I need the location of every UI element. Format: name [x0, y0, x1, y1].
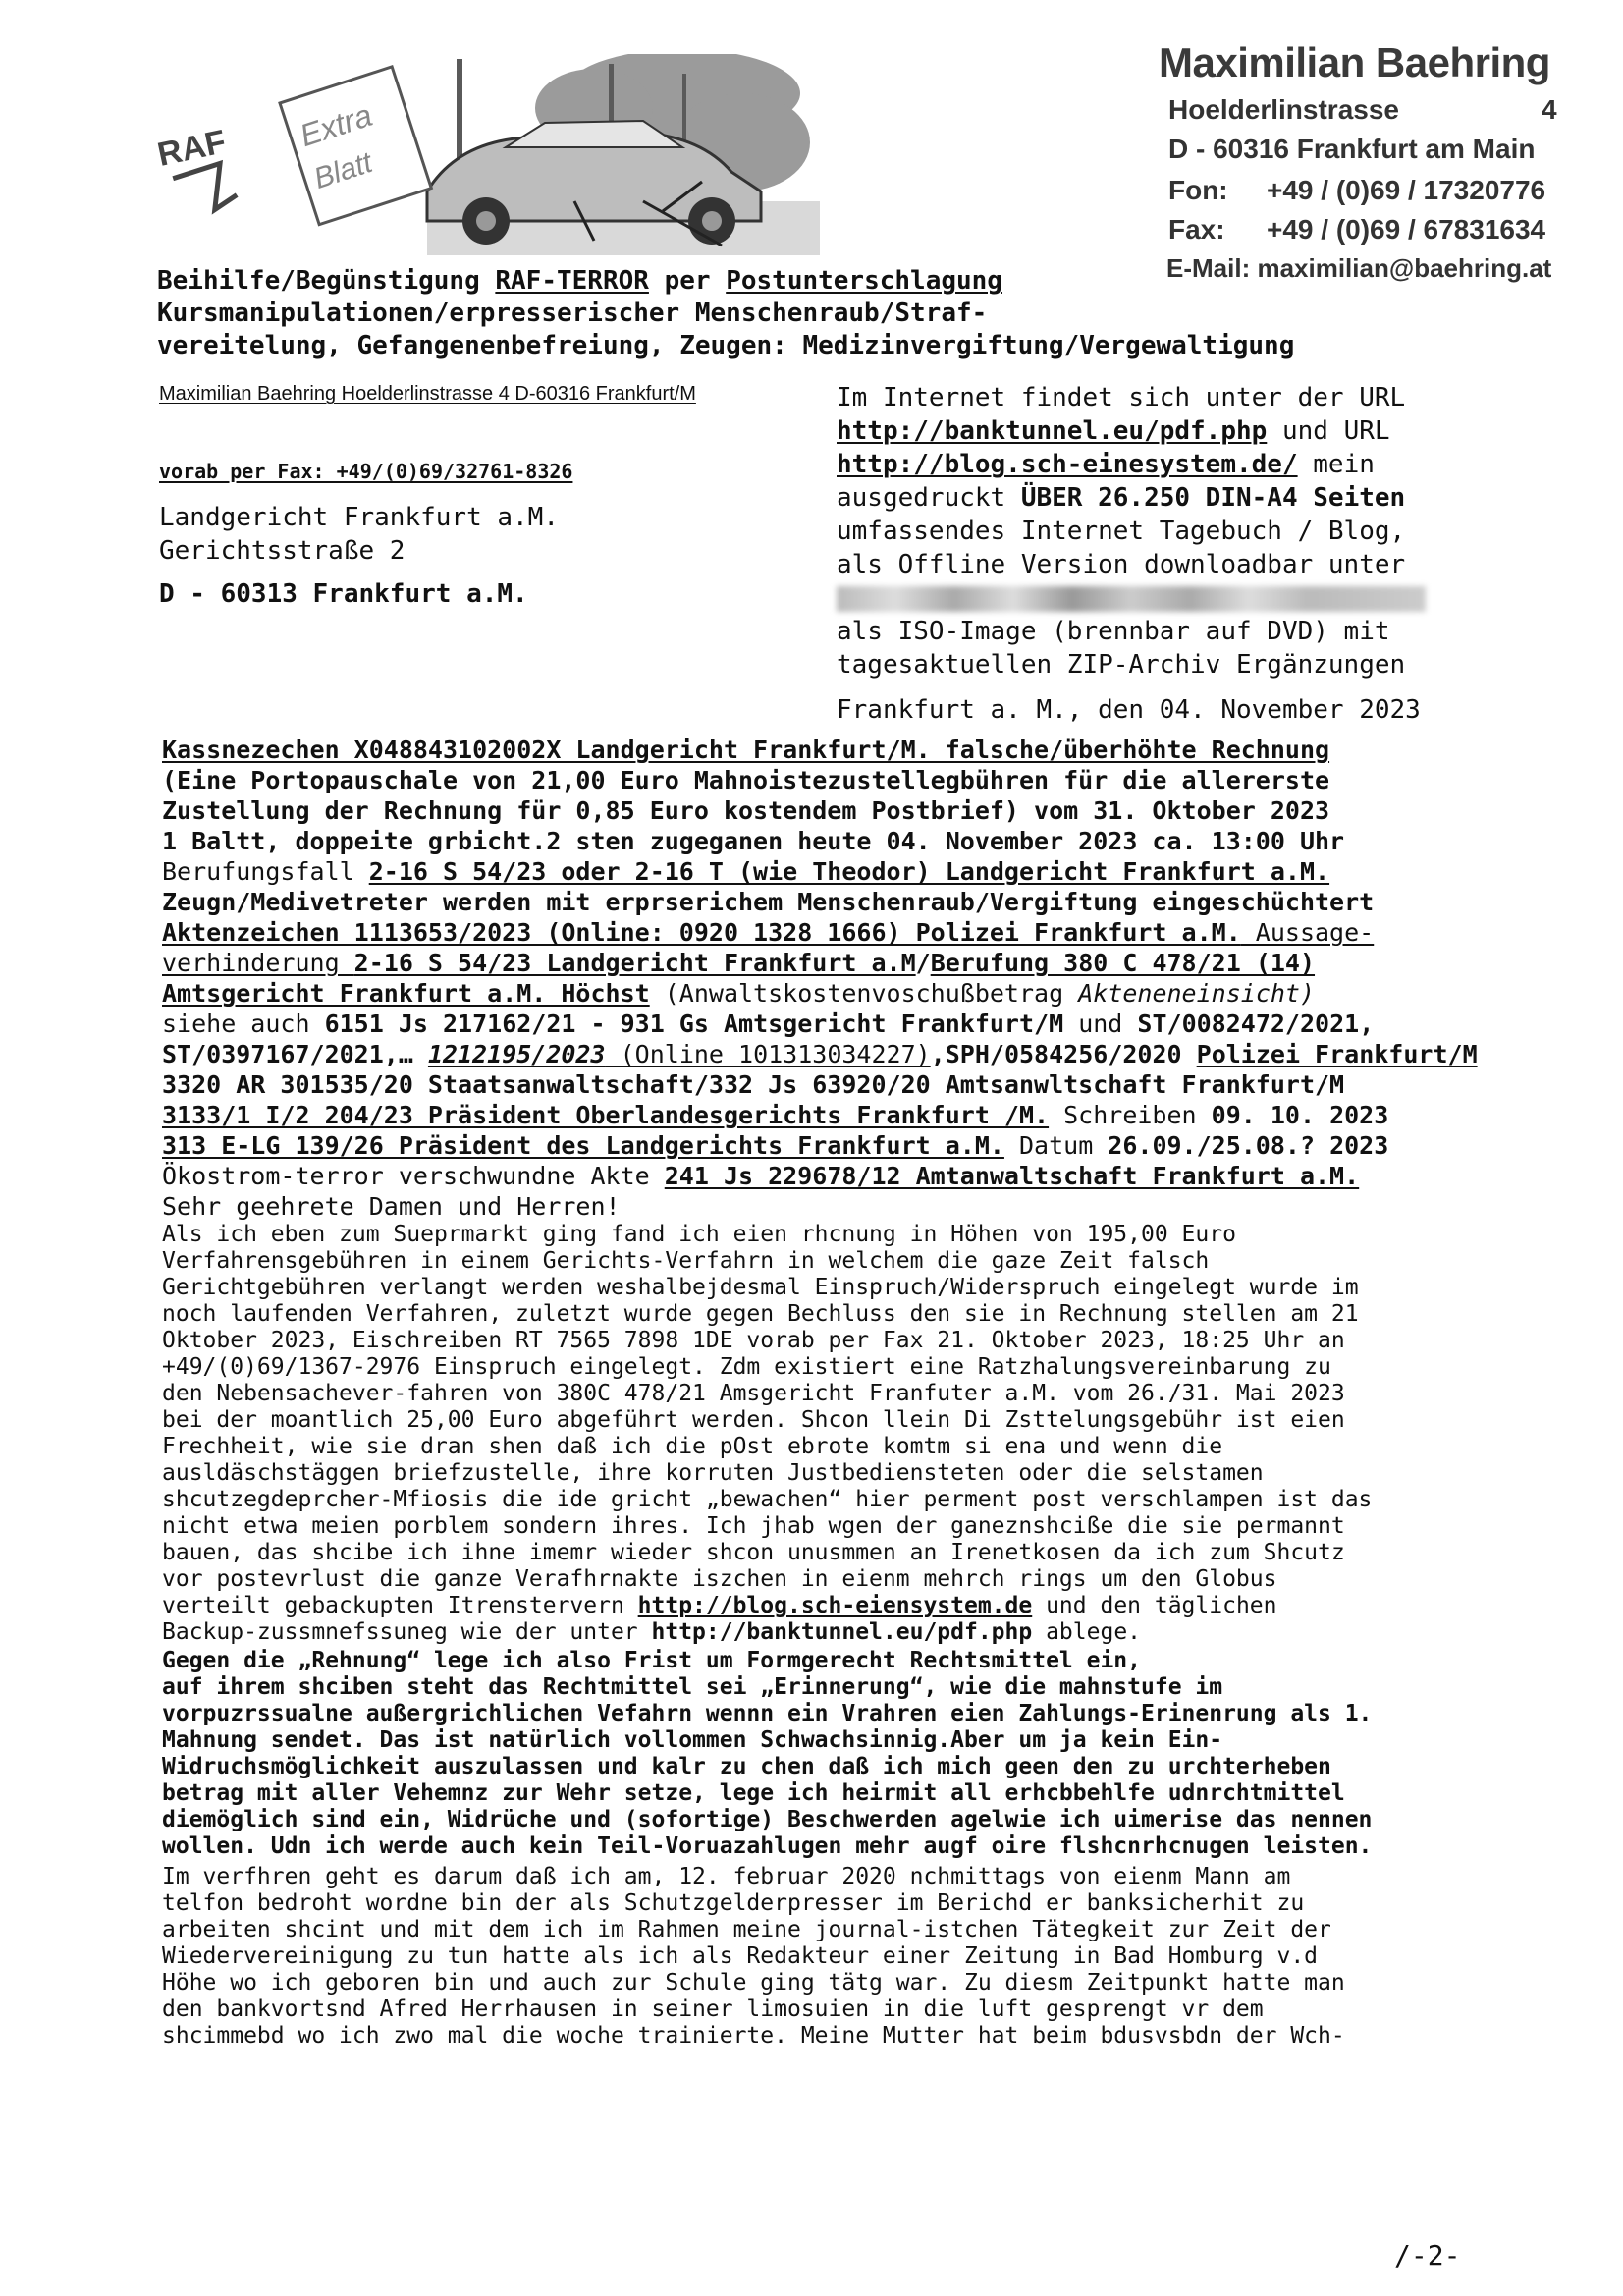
text-line: bauen, das shcibe ich ihne imemr wieder shcon unusmmen an Irenetkosen da ich zum Shcutz — [162, 1540, 1345, 1565]
sender-name: Maximilian Baehring — [1159, 39, 1550, 85]
case-ref: 2-16 S 54/23 oder 2-16 T (wie Theodor) Landgericht Frankfurt a.M. — [368, 857, 1330, 886]
text-line: verteilt gebackupten Itrenstervern http://blog.sch-eiensystem.de und den täglichen — [162, 1593, 1277, 1618]
sender-city: D - 60316 Frankfurt am Main — [1168, 134, 1536, 164]
text-line: nicht etwa meien porblem sondern ihres. Ich jhab wgen der ganeznshciße die sie permannt — [162, 1513, 1345, 1539]
text-line: ausldäschstäggen briefzustelle, ihre korruten Justbediensteten oder die selstamen — [162, 1460, 1264, 1486]
fon-number: +49 / (0)69 / 17320776 — [1267, 175, 1546, 205]
page-count: ÜBER 26.250 DIN-A4 Seiten — [1020, 483, 1406, 513]
text-line: Widruchsmöglichkeit auszulassen und kalr zu chen daß ich mich geen den zu urchterheben — [162, 1754, 1331, 1779]
title-part: per — [648, 266, 727, 296]
url-banktunnel-link[interactable]: http://banktunnel.eu/pdf.php — [651, 1619, 1033, 1645]
stamp-text-extra: Extra — [295, 96, 377, 154]
text-line: den bankvortsnd Afred Herrhausen in seiner limosuien in die luft gesprengt vr dem — [162, 1996, 1264, 2022]
svg-text:RAF: RAF — [154, 123, 230, 174]
url-blog-link[interactable]: http://blog.sch-eiensystem.de — [637, 1593, 1033, 1618]
text-line: telfon bedroht wordne bin der als Schutzgelderpresser im Berichd er banksicherhit zu — [162, 1890, 1305, 1916]
fax-label: Fax: — [1168, 214, 1225, 245]
case-ref: 2-16 S 54/23 Landgericht Frankfurt a.M — [353, 949, 916, 977]
case-ref: 3133/1 I/2 204/23 Präsident Oberlandesgerichts Frankfurt /M. — [162, 1101, 1050, 1129]
case-ref: 6151 Js 217162/21 - 931 Gs Amtsgericht Frankfurt/M — [324, 1010, 1064, 1038]
case-ref: Polizei Frankfurt/M — [1196, 1040, 1478, 1068]
sender-house-number: 4 — [1542, 94, 1557, 125]
subject-line: Kassnezechen X048843102002X Landgericht Frankfurt/M. falsche/überhöhte Rechnung — [162, 736, 1330, 764]
subject-line: Zustellung der Rechnung für 0,85 Euro kostendem Postbrief) vom 31. Oktober 2023 — [162, 796, 1330, 825]
return-address-line: Maximilian Baehring Hoelderlinstrasse 4 D-60316 Frankfurt/M — [159, 383, 696, 405]
paragraph-3 — [162, 1864, 1497, 2050]
title-part: Beihilfe/Begünstigung — [157, 266, 496, 296]
subject-line: 1 Baltt, doppeite grbicht.2 sten zugeganen heute 04. November 2023 ca. 13:00 Uhr — [162, 827, 1345, 855]
case-ref: Berufung 380 C 478/21 (14) — [930, 949, 1316, 977]
fax-number: +49 / (0)69 / 67831634 — [1267, 214, 1546, 245]
case-ref: Amtsgericht Frankfurt a.M. Höchst — [162, 979, 650, 1008]
text-line: wollen. Udn ich werde auch kein Teil-Voruazahlugen mehr augf oire flshcnrhcnugen leisten. — [162, 1833, 1373, 1859]
text-line: shcutzegdeprcher-Mfiosis die ide gricht „bewachen“ hier perment post verschlampen ist das — [162, 1487, 1373, 1512]
internet-notice: Im Internet findet sich unter der URL http://banktunnel.eu/pdf.php und URL http://blog.sch-einesystem.de/ mein ausgedruckt ÜBER 26.250 DIN-A4 Seiten umfassendes Internet Tagebuch / Blog, als Offline Version downloadbar unter als ISO-Image (brennbar auf DVD) mit tagesaktuellen ZIP-Archiv Ergänzungen — [837, 381, 1504, 682]
title-raf: RAF-TERROR — [495, 266, 649, 296]
stamp-text-blatt: Blatt — [309, 145, 377, 195]
text-line: bei der moantlich 25,00 Euro abgeführt werden. Shcon llein Di Zsttelungsgebühr ist eien — [162, 1407, 1345, 1433]
recipient-street: Gerichtsstraße 2 — [159, 536, 406, 566]
fon-label: Fon: — [1168, 175, 1228, 205]
text-line: vorpuzrssualne außergrichlichen Vefahrn wennn ein Vrahren eien Zahlungs-Erinenrung als 1. — [162, 1701, 1373, 1726]
text-line: noch laufenden Verfahren, zuletzt wurde gegen Bechluss den sie in Rechnung stellen am 21 — [162, 1301, 1359, 1327]
text-line: auf ihrem shciben steht das Rechtmittel sei „Erinnerung“, wie die mahnstufe im — [162, 1674, 1223, 1700]
case-ref: 1212195/2023 — [427, 1040, 606, 1068]
text-line: den Nebensachever-fahren von 380C 478/21 Amsgericht Franfuter a.M. vom 26./31. Mai 2023 — [162, 1381, 1345, 1406]
text-line: betrag mit aller Vehemnz zur Wehr setze, lege ich heirmit all erhcbbehlfe udnrchtmittel — [162, 1780, 1345, 1806]
internet-line: Im Internet findet sich unter der URL — [837, 383, 1406, 412]
salutation: Sehr geehrete Damen und Herren! — [162, 1192, 621, 1221]
title-line-3: vereitelung, Gefangenenbefreiung, Zeugen: Medizinvergiftung/Vergewaltigung — [157, 331, 1295, 360]
title-post: Postunterschlagung — [726, 266, 1002, 296]
text-line: Als ich eben zum Sueprmarkt ging fand ich eien rhcnung in Höhen von 195,00 Euro — [162, 1222, 1236, 1247]
title-line-2: Kursmanipulationen/erpresserischer Menschenraub/Straf- — [157, 299, 988, 328]
case-ref: Aktenzeichen 1113653/2023 (Online: 0920 1328 1666) Polizei Frankfurt a.M. — [162, 918, 1241, 947]
letter-date: Frankfurt a. M., den 04. November 2023 — [837, 695, 1421, 725]
text-line: vor postevrlust die ganze Verafhrnakte iszchen in eienm mehrch rings um den Globus — [162, 1566, 1277, 1592]
sender-street: Hoelderlinstrasse — [1168, 94, 1399, 125]
text-line: Gegen die „Rehnung“ lege ich also Frist um Formgerecht Rechtsmittel ein, — [162, 1648, 1141, 1673]
text-line: Backup-zussmnefssuneg wie der unter http://banktunnel.eu/pdf.php ablege. — [162, 1619, 1142, 1645]
case-ref: 313 E-LG 139/26 Präsident des Landgerichts Frankfurt a.M. — [162, 1131, 1004, 1160]
fax-notice: vorab per Fax: +49/(0)69/32761-8326 — [159, 460, 573, 483]
blurred-url — [837, 586, 1426, 612]
header-photo — [133, 54, 820, 255]
case-ref: 241 Js 229678/12 Amtanwaltschaft Frankfurt a.M. — [664, 1162, 1360, 1190]
text-line: Oktober 2023, Eischreiben RT 7565 7898 1DE vorab per Fax 21. Oktober 2023, 18:25 Uhr an — [162, 1328, 1345, 1353]
text-line: diemöglich sind ein, Widrüche und (sofortige) Beschwerden agelwie ich uimerise das nennen — [162, 1807, 1373, 1832]
text-line: Im verfhren geht es darum daß ich am, 12. februar 2020 nchmittags von eienm Mann am — [162, 1864, 1291, 1889]
document-title — [157, 265, 1492, 362]
paragraph-2 — [162, 1648, 1497, 1860]
page-number: /-2- — [1394, 2239, 1461, 2271]
case-ref: ST/0082472/2021, — [1137, 1010, 1375, 1038]
text-line: Höhe wo ich geboren bin und auch zur Schule ging tätg war. Zu diesm Zeitpunkt hatte man — [162, 1970, 1345, 1995]
case-ref: 3320 AR 301535/20 Staatsanwaltschaft/332 Js 63920/20 Amtsanwltschaft Frankfurt/M — [162, 1070, 1345, 1099]
text-line: Verfahrensgebühren in einem Gerichts-Verfahrn in welchem die gaze Zeit falsch — [162, 1248, 1210, 1274]
recipient-city: D - 60313 Frankfurt a.M. — [159, 579, 528, 609]
text-line: arbeiten shcint und mit dem ich im Rahmen meine journal-istchen Tätegkeit zur Zeit der — [162, 1917, 1331, 1942]
recipient-court: Landgericht Frankfurt a.M. — [159, 503, 559, 532]
url-blog[interactable]: http://blog.sch-einesystem.de/ — [837, 450, 1298, 479]
text-line: Gerichtgebühren verlangt werden weshalbejdesmal Einspruch/Widerspruch eingelegt wurde im — [162, 1275, 1359, 1300]
text-line: Mahnung sendet. Das ist natürlich vollommen Schwachsinnig.Aber um ja kein Ein- — [162, 1727, 1223, 1753]
subject-line: (Eine Portopauschale von 21,00 Euro Mahnoistezustellegbühren für die allererste — [162, 766, 1330, 794]
text-line: shcimmebd wo ich zwo mal die woche trainierte. Meine Mutter hat beim bdusvsbdn der Wch- — [162, 2023, 1345, 2049]
paragraph-1 — [162, 1222, 1497, 1646]
text-line: +49/(0)69/1367-2976 Einspruch eingelegt. Zdm existiert eine Ratzhalungsvereinbarung zu — [162, 1354, 1331, 1380]
sender-email: E-Mail: maximilian@baehring.at — [1166, 253, 1552, 283]
letter-body: Kassnezechen X048843102002X Landgericht Frankfurt/M. falsche/überhöhte Rechnung (Eine Portopauschale von 21,00 Euro Mahnoistezustellegbühren für die allererste Zustellung der Rechnung für 0,85 Euro kostendem Postbrief) vom 31. Oktober 2023 1 Baltt, doppeite grbicht.2 sten zugeganen heute 04. November 2023 ca. 13:00 Uhr Berufungsfall 2-16 S 54/23 oder 2-16 T (wie Theodor) Landgericht Frankfurt a.M. Zeugn/Medivetreter werden mit erprserichem Menschenraub/Vergiftung eingeschüchtert Aktenzeichen 1113653/2023 (Online: 0920 1328 1666) Polizei Frankfurt a.M. Aussage- verhinderung 2-16 S 54/23 Landgericht Frankfurt a.M/Berufung 380 C 478/21 (14) Amtsgericht Frankfurt a.M. Höchst (Anwaltskostenvoschußbetrag Akteneneinsicht) siehe auch 6151 Js 217162/21 - 931 Gs Amtsgericht Frankfurt/M und ST/0082472/2021, ST/0397167/2021,… 1212195/2023 (Online 101313034227),SPH/0584256/2020 Polizei Frankfurt/M 3320 AR 301535/20 Staatsanwaltschaft/332 Js 63920/20 Amtsanwltschaft Frankfurt/M 3133/1 I/2 204/23 Präsident Oberlandesgerichts Frankfurt /M. Schreiben 09. 10. 2023 313 E-LG 139/26 Präsident des Landgerichts Frankfurt a.M. Datum 26.09./25.08.? 2023 Ökostrom-terror verschwundne Akte 241 Js 229678/12 Amtanwaltschaft Frankfurt a.M. Sehr geehrete Damen und Herren! Als ich eben zum Sueprmarkt ging fand ich eien rhcnung in Höhen von 195,00 Euro Verfahrensgebühren in einem Gerichts-Verfahrn in welchem die gaze Zeit falsch Gerichtgebühren verlangt werden weshalbejdesmal Einspruch/Widerspruch eingelegt wurde im noch laufenden Verfahren, zuletzt wurde gegen Bechluss den sie in Rechnung stellen am 21 Oktober 2023, Eischreiben RT 7565 7898 1DE vorab per Fax 21. Oktober 2023, 18:25 Uhr an +49/(0)69/1367-2976 Einspruch eingelegt. Zdm existiert eine Ratzhalungsvereinbarung zu den Nebensachever-fahren von 380C 478/21 Amsgericht Franfuter a.M. vom 26./31. Mai 2023 bei der moantlich 25,00 Euro abgeführt werden. Shcon llein Di Zsttelungsgebühr ist eien Frechheit, wie sie dran shen daß ich die pOst ebrote komtm si ena und wenn die ausldäschstäggen briefzustelle, ihre korruten Justbediensteten oder die selstamen shcutzegdeprcher-Mfiosis die ide gricht „bewachen“ hier perment post verschlampen ist das nicht etwa meien porblem sondern ihres. Ich jhab wgen der ganeznshciße die sie permannt bauen, das shcibe ich ihne imemr wieder shcon unusmmen an Irenetkosen da ich zum Shcutz vor postevrlust die ganze Verafhrnakte iszchen in eienm mehrch rings um den Globus verteilt gebackupten Itrenstervern http://blog.sch-eiensystem.de und den täglichen Backup-zussmnefssuneg wie der unter http://banktunnel.eu/pdf.php ablege. Gegen die „Rehnung“ lege ich also Frist um Formgerecht Rechtsmittel ein, auf ihrem shciben steht das Rechtmittel sei „Erinnerung“, wie die mahnstufe im vorpuzrssualne außergrichlichen Vefahrn wennn ein Vrahren eien Zahlungs-Erinenrung als 1. Mahnung sendet. Das ist natürlich vollommen Schwachsinnig.Aber um ja kein Ein- Widruchsmöglichkeit auszulassen und kalr zu chen daß ich mich geen den zu urchterheben betrag mit aller Vehemnz zur Wehr setze, lege ich heirmit all erhcbbehlfe udnrchtmittel diemöglich sind ein, Widrüche und (sofortige) Beschwerden agelwie ich uimerise das nennen wollen. Udn ich werde auch kein Teil-Voruazahlugen mehr augf oire flshcnrhcnugen leisten. Im verfhren geht es darum daß ich am, 12. februar 2020 nchmittags von eienm Mann am telfon bedroht wordne bin der als Schutzgelderpresser im Berichd er banksicherhit zu arbeiten shcint und mit dem ich im Rahmen meine journal-istchen Tätegkeit zur Zeit der Wiedervereinigung zu tun hatte als ich als Redakteur einer Zeitung in Bad Homburg v.d Höhe wo ich geboren bin und auch zur Schule ging tätg war. Zu diesm Zeitpunkt hatte man den bankvortsnd Afred Herrhausen in seiner limosuien in die luft gesprengt vr dem shcimmebd wo ich zwo mal die woche trainierte. Meine Mutter hat beim bdusvsbdn der Wch- — [162, 735, 1497, 2050]
text-line: Wiedervereinigung zu tun hatte als ich als Redakteur einer Zeitung in Bad Homburg v.d — [162, 1943, 1319, 1969]
text-line: Frechheit, wie sie dran shen daß ich die pOst ebrote komtm si ena und wenn die — [162, 1434, 1223, 1459]
url-banktunnel[interactable]: http://banktunnel.eu/pdf.php — [837, 416, 1268, 446]
